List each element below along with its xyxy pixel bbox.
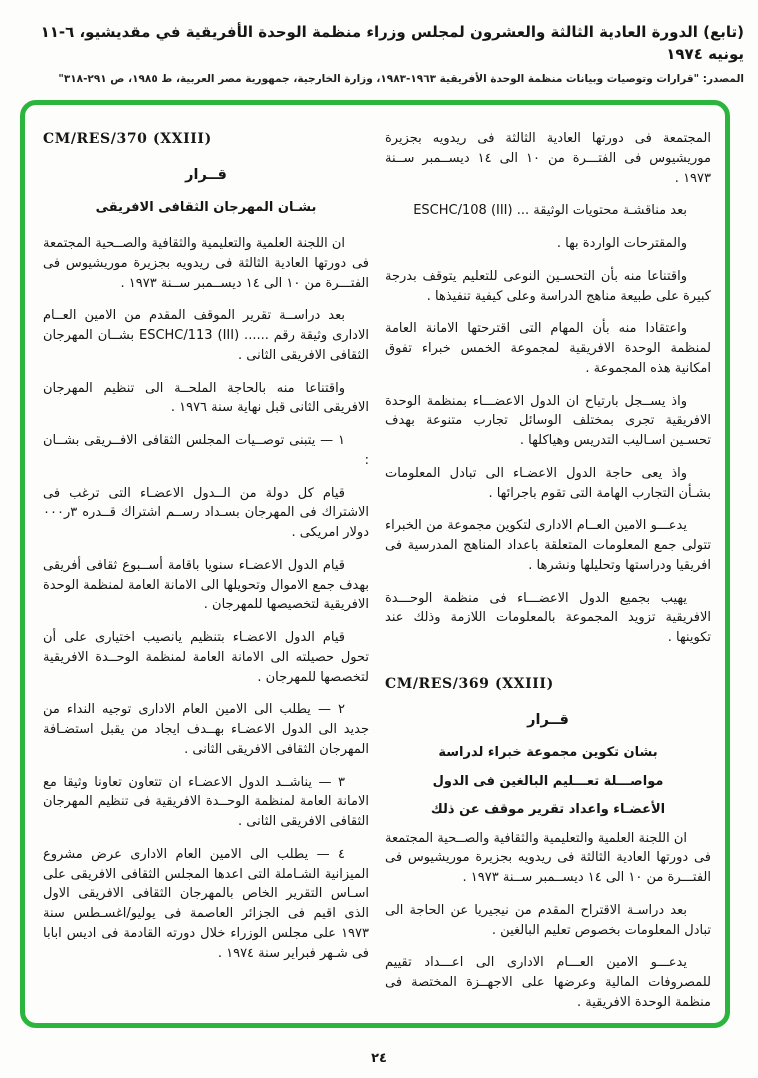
resolution-370-title: قــرار	[185, 167, 227, 184]
resolution-369-subtitle: الأعضـاء واعداد تقرير موقف عن ذلك	[430, 802, 666, 818]
paragraph: ٣ — يناشــد الدول الاعضـاء ان تتعاون تعاونا وثيقا مع الامانة العامة لمنظمة الوحــدة الافريقية فى تنظيم المهرجان الثقافى الافريقى الثانى .	[43, 774, 369, 830]
content-frame	[20, 100, 730, 1028]
column-right-res369	[385, 129, 711, 1017]
paragraph: المجتمعة فى دورتها العادية الثالثة فى ريدويه بجزيرة موريشيوس فى الفتـــرة من ١٠ الى ١٤ ديســمبر ســنة ١٩٧٣ .	[385, 131, 711, 186]
paragraph: واذ يعى حاجة الدول الاعضـاء الى تبادل المعلومات بشـأن التجارب الهامة التى تقوم باجرائها .	[385, 465, 711, 501]
paragraph: ان اللجنة العلمية والتعليمية والثقافية والصــحية المجتمعة فى دورتها العادية الثالثة فى ريدويه بجزيرة موريشيوس فى الفتـــرة من ١٠ الى ١٤ ديســمبر ســنة ١٩٧٣ .	[385, 830, 711, 886]
paragraph: واقتناعا منه بالحاجة الملحــة الى تنظيم المهرجان الافريقى الثانى قبل نهاية سنة ١٩٧٦ .	[43, 380, 369, 416]
paragraph: واقتناعا منه بأن التحسـين النوعى للتعليم يتوقف بدرجة كبيرة على طبيعة مناهج الدراسة وعلى كيفية تنفيذها .	[385, 268, 711, 304]
resolution-369-title: قــرار	[527, 712, 569, 729]
paragraph: واذ يســجل بارتياح ان الدول الاعضـــاء بمنظمة الوحدة الافريقية تجرى بمختلف الوسائل تجارب متنوعة بهدف تحسـين اسـاليب التدريس وهياكلها .	[385, 393, 711, 448]
paragraph: بعد دراســة تقرير الموقف المقدم من الامين العــام الادارى وثيقة رقم ...... ESCHC/113 (III) بشــان المهرجان الثقافى الافريقى الثانى .	[43, 308, 369, 363]
paragraph: ١ — يتبنى توصــيات المجلس الثقافى الافــريقى بشــان :	[43, 433, 369, 468]
paragraph: قيام الدول الاعضـاء سنويا باقامة أســبوع ثقافى أفريقى بهدف جمع الاموال وتحويلها الى الامانة العامة لمنظمة الوحدة الافريقية لتخصيصها للمهرجان .	[43, 557, 369, 613]
column-left-res370	[43, 129, 369, 1017]
resolution-369-subtitle: مواصـــلة تعـــليم البالغين فى الدول	[432, 773, 664, 789]
page-number: ٢٤	[371, 1051, 387, 1066]
resolution-369-subtitle: بشان تكوين مجموعة خبراء لدراسة	[438, 745, 658, 761]
paragraph: بعد مناقشـة محتويات الوثيقة ... ESCHC/108 (III)	[413, 203, 687, 219]
paragraph: ٤ — يطلب الى الامين العام الادارى عرض مشروع الميزانية الشـاملة التى اعدها المجلس الثقافى الافريقى على اسـاس التقرير الخاص بالمهرجان الثقافى الافريقى الاول الذى اقيم فى الجزائر العاصمة فى يوليو/اغسـطس سنة ١٩٧٣ على مجلس الوزراء خلال دورته القادمة فى اديس ابابا فى شـهر فبراير سنة ١٩٧٤ .	[43, 846, 369, 961]
doc-ref-cm-res-370: CM/RES/370 (XXIII)	[43, 131, 212, 147]
paragraph: قيام كل دولة من الــدول الاعضـاء التى ترغب فى الاشتراك فى المهرجان بسـداد رســم اشتراك قــدره ٣ر٠٠٠ دولار امريكى .	[43, 485, 369, 541]
paragraph: ان اللجنة العلمية والتعليمية والثقافية والصــحية المجتمعة فى دورتها العادية الثالثة فى ريدويه بجزيرة موريشيوس فى الفتـــرة من ١٠ الى ١٤ ديســمبر ســنة ١٩٧٣ .	[43, 236, 369, 291]
paragraph: يهيب بجميع الدول الاعضـــاء فى منظمة الوحـــدة الافريقية تزويد المجموعة بالمعلومات اللازمة وذلك عند تكوينها .	[385, 590, 711, 645]
paragraph: بعد دراسـة الاقتراح المقدم من نيجيريا عن الحاجة الى تبادل المعلومات بخصوص تعليم البالغين .	[385, 902, 711, 938]
source-line: المصدر: "قرارات وتوصيات وبيانات منظمة الوحدة الأفريقية ١٩٦٣-١٩٨٣، وزارة الخارجية، جمهورية مصر العربية، ط ١٩٨٥، ص ٢٩١-٣١٨"	[58, 72, 744, 85]
paragraph: ٢ — يطلب الى الامين العام الادارى توجيه النداء من جديد الى الدول الاعضـاء بهــدف ايجاد من يقبل استضـافة المهرجان الثقافى الافريقى الثانى .	[43, 702, 369, 757]
paragraph: واعتقادا منه بأن المهام التى اقترحتها الامانة العامة لمنظمة الوحدة الافريقية لمجموعة الخمس خبراء تفوق امكانية هذه المجموعة .	[385, 321, 711, 376]
resolution-370-subtitle: بشـان المهرجان الثقافى الافريقى	[95, 200, 317, 216]
paragraph: يدعـــو الامين العــام الادارى لتكوين مجموعة من الخبراء تتولى جمع المعلومات المتعلقة باعداد المناهج المدرسية فى افريقيا ودراستها وتحليلها ونشرها .	[385, 518, 711, 573]
paragraph: والمقترحات الواردة بها .	[556, 236, 687, 251]
paragraph: يدعـــو الامين العـــام الادارى الى اعـــداد تقييم للمصروفات المالية وعرضها على الاجهــزة المختصة فى منظمة الوحدة الافريقية .	[385, 955, 711, 1010]
two-column-layout	[43, 129, 711, 1017]
session-title: (تابع) الدورة العادية الثالثة والعشرون لمجلس وزراء منظمة الوحدة الأفريقية في مقديشيو، ٦-١١ يونيه ١٩٧٤	[40, 23, 744, 63]
page-header	[14, 22, 744, 85]
paragraph: قيام الدول الاعضـاء بتنظيم يانصيب اختيارى على أن تحول حصيلته الى الامانة العامة لمنظمة الوحــدة الافريقية لتخصصها للمهرجان .	[43, 630, 369, 685]
doc-ref-cm-res-369: CM/RES/369 (XXIII)	[385, 675, 554, 692]
